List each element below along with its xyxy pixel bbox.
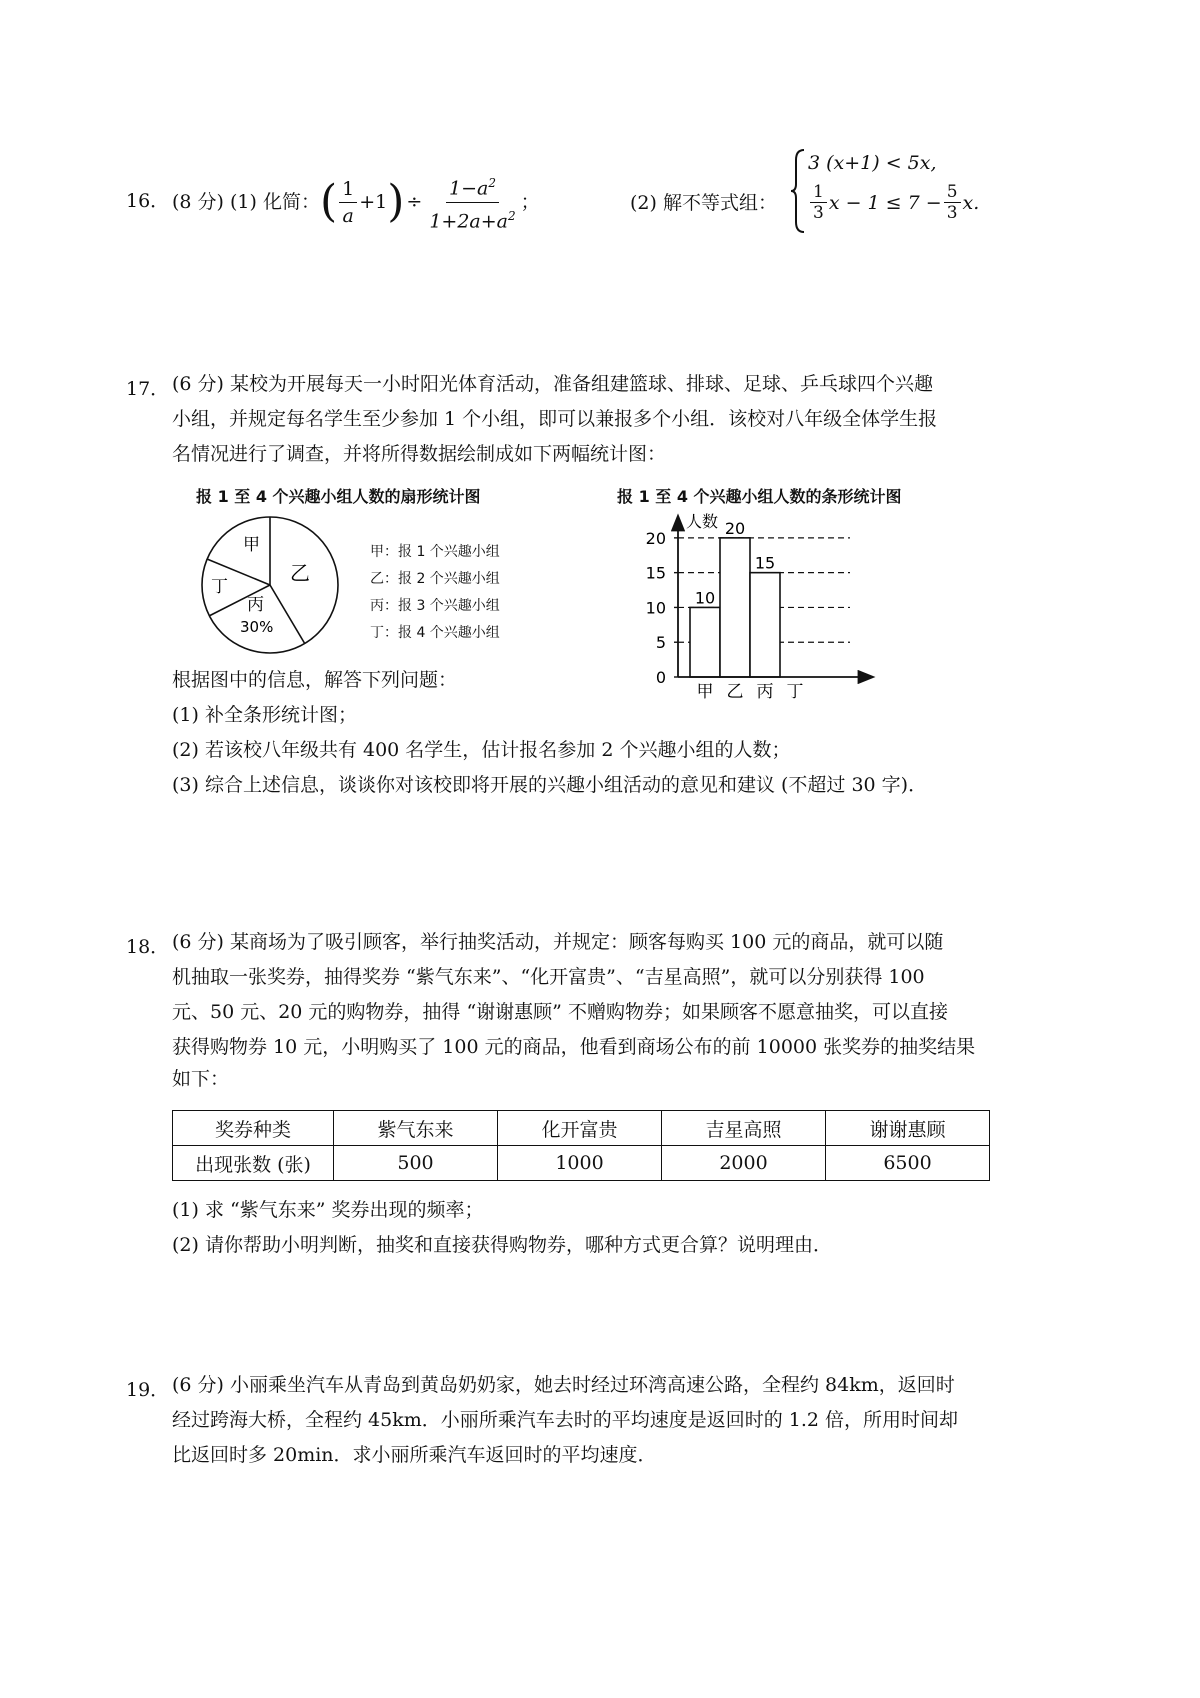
q18-sub-1: (1) 求 “紫气东来” 奖券出现的频率； [172,1199,484,1221]
pie-percent-bing: 30% [240,618,274,636]
table-header-cell: 谢谢惠顾 [826,1111,990,1146]
table-row [173,1146,990,1181]
q17-intro: 根据图中的信息，解答下列问题： [172,669,458,691]
table-header-cell: 紫气东来 [334,1111,498,1146]
q16-part1 [172,172,540,232]
q18-sub-2: (2) 请你帮助小明判断，抽奖和直接获得购物券，哪种方式更合算？说明理由． [172,1234,832,1256]
q17-number: 17． [126,378,170,400]
q16-frac-main: $\frac{1-a^2}{1+2a+a^2}$ [426,170,518,234]
q19-number: 19． [126,1379,170,1401]
bar-3 [750,573,780,677]
bar-category-label: 丁 [786,682,804,702]
table-cell: 2000 [662,1146,826,1181]
q16-paren-open: ( [319,176,338,227]
q18-questions [172,1193,1042,1263]
pie-label-bing: 丙 [247,595,264,615]
q18-line-4: 获得购物券 10 元，小明购买了 100 元的商品，他看到商场公布的前 10000 张奖券的抽奖结果 [172,1036,976,1058]
q16-paren-close: ) [387,176,405,227]
bar-chart-title: 报 1 至 4 个兴趣小组人数的条形统计图 [617,487,902,506]
bar-data-label: 15 [754,553,776,573]
q19-line-2: 经过跨海大桥，全程约 45km．小丽所乘汽车去时的平均速度是返回时的 1.2 倍，所用时间却 [172,1409,959,1431]
q16-heading: (8 分) (1) 化简： [172,191,320,213]
table-cell: 6500 [826,1146,990,1181]
table-header-cell: 吉星高照 [662,1111,826,1146]
q16-semicolon: ； [520,191,540,213]
q16-plus-one: +1 [359,191,388,213]
table-cell: 出现张数 (张) [173,1146,334,1181]
table-header-cell: 化开富贵 [498,1111,662,1146]
bar-y-tick-label: 10 [645,598,666,618]
q19-line-1: (6 分) 小丽乘坐汽车从青岛到黄岛奶奶家，她去时经过环湾高速公路，全程约 84km，返回时 [172,1374,955,1396]
table-header-cell: 奖券种类 [173,1111,334,1146]
bar-2 [720,538,750,677]
bar-y-tick-label: 0 [655,668,666,687]
ticket-table [172,1110,990,1181]
pie-chart [195,510,345,660]
q17-text [172,367,1042,472]
q18-text [172,925,1042,1093]
q19-text [172,1368,1042,1473]
q18-line-5: 如下： [172,1068,230,1090]
q17-sub-2: (2) 若该校八年级共有 400 名学生，估计报名参加 2 个兴趣小组的人数； [172,739,791,761]
q18-line-2: 机抽取一张奖券，抽得奖券 “紫气东来”、“化开富贵”、“吉星高照”，就可以分别获得 100 [172,966,925,988]
q18-line-3: 元、50 元、20 元的购物券，抽得 “谢谢惠顾” 不赠购物券；如果顾客不愿意抽奖，可以直接 [172,1001,948,1023]
pie-legend-ding: 丁：报 4 个兴趣小组 [370,625,500,641]
q17-line-2: 小组，并规定每名学生至少参加 1 个小组，即可以兼报多个小组．该校对八年级全体学生报 [172,408,938,430]
pie-chart-title: 报 1 至 4 个兴趣小组人数的扇形统计图 [196,487,481,506]
table-row [173,1111,990,1146]
pie-label-ding: 丁 [211,577,228,597]
bar-data-label: 10 [694,588,716,608]
bar-y-tick-label: 15 [645,563,666,583]
pie-label-jia: 甲 [243,535,260,555]
left-brace-icon [790,146,808,236]
q17-sub-1: (1) 补全条形统计图； [172,704,357,726]
q19-line-3: 比返回时多 20min．求小丽所乘汽车返回时的平均速度． [172,1444,657,1466]
q16-number: 16． [126,190,170,212]
pie-label-yi: 乙 [290,561,310,585]
table-cell: 1000 [498,1146,662,1181]
bar-marks [690,519,780,677]
q16-part2-label: (2) 解不等式组： [630,192,777,214]
bar-category-label: 乙 [726,682,744,702]
q17-sub-3: (3) 综合上述信息，谈谈你对该校即将开展的兴趣小组活动的意见和建议 (不超过 30 字)． [172,774,928,796]
q17-line-1: (6 分) 某校为开展每天一小时阳光体育活动，准备组建篮球、排球、足球、乒乓球四个兴趣 [172,373,933,395]
q16-divide: ÷ [406,191,423,213]
pie-legend-yi: 乙：报 2 个兴趣小组 [370,571,500,587]
q16-ineq-line-2: $\frac{1}{3}$ x − 1 ≤ 7 − $\frac{5}{3}$ x. [808,182,979,223]
q17-questions [172,663,1042,803]
table-cell: 500 [334,1146,498,1181]
q16-inequality-system [790,146,990,236]
q16-frac-1-over-a: $\frac{1}{a}$ [339,176,357,229]
bar-data-label: 20 [724,518,746,538]
bar-y-label: 人数 [686,512,719,531]
q18-number: 18． [126,936,170,958]
bar-category-label: 丙 [756,682,774,702]
bar-y-tick-label: 20 [645,528,666,548]
q16-ineq-line-1: 3 (x+1) < 5x, [808,152,937,174]
pie-legend-jia: 甲：报 1 个兴趣小组 [370,544,500,560]
bar-y-tick-label: 5 [655,633,666,653]
q18-line-1: (6 分) 某商场为了吸引顾客，举行抽奖活动，并规定：顾客每购买 100 元的商品，就可以随 [172,931,944,953]
pie-legend-bing: 丙：报 3 个兴趣小组 [370,598,500,614]
q17-line-3: 名情况进行了调查，并将所得数据绘制成如下两幅统计图： [172,443,667,465]
bar-category-label: 甲 [696,682,714,702]
